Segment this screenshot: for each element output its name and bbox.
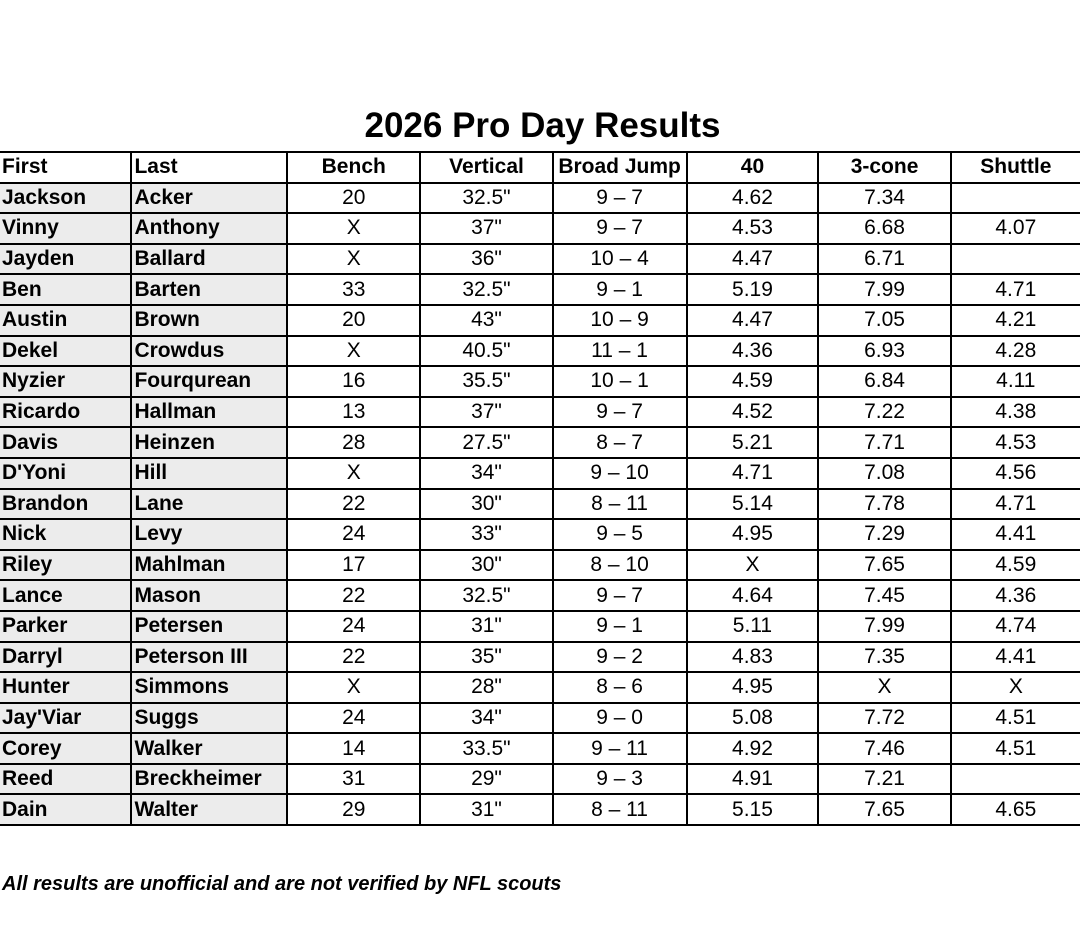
cell-three-cone: 7.29: [818, 519, 950, 550]
column-header-last: Last: [131, 152, 287, 183]
table-row: [0, 366, 1080, 397]
header-row: [0, 152, 1080, 183]
table-row: [0, 427, 1080, 458]
cell-shuttle: 4.71: [951, 489, 1080, 520]
cell-shuttle: 4.07: [951, 213, 1080, 244]
cell-forty: 4.59: [687, 366, 819, 397]
cell-forty: 4.47: [687, 244, 819, 275]
cell-first: Hunter: [0, 672, 131, 703]
cell-shuttle: X: [951, 672, 1080, 703]
cell-last: Petersen: [131, 611, 287, 642]
cell-broad-jump: 9 – 1: [553, 611, 687, 642]
cell-bench: X: [287, 458, 420, 489]
cell-broad-jump: 9 – 7: [553, 183, 687, 214]
cell-last: Mason: [131, 580, 287, 611]
cell-broad-jump: 8 – 11: [553, 489, 687, 520]
cell-forty: 5.21: [687, 427, 819, 458]
cell-last: Walker: [131, 733, 287, 764]
cell-first: Dain: [0, 794, 131, 825]
cell-broad-jump: 9 – 2: [553, 642, 687, 673]
cell-three-cone: 7.34: [818, 183, 950, 214]
table-row: [0, 489, 1080, 520]
cell-first: Vinny: [0, 213, 131, 244]
cell-vertical: 43": [420, 305, 552, 336]
cell-first: Ben: [0, 274, 131, 305]
cell-three-cone: 7.72: [818, 703, 950, 734]
cell-last: Heinzen: [131, 427, 287, 458]
cell-vertical: 36": [420, 244, 552, 275]
cell-broad-jump: 9 – 0: [553, 703, 687, 734]
cell-broad-jump: 9 – 7: [553, 580, 687, 611]
results-table: [0, 151, 1080, 826]
cell-three-cone: 6.84: [818, 366, 950, 397]
cell-shuttle: [951, 183, 1080, 214]
cell-vertical: 32.5": [420, 580, 552, 611]
cell-bench: 20: [287, 305, 420, 336]
cell-last: Peterson III: [131, 642, 287, 673]
cell-bench: 24: [287, 519, 420, 550]
cell-first: Lance: [0, 580, 131, 611]
cell-first: Brandon: [0, 489, 131, 520]
cell-forty: 4.95: [687, 519, 819, 550]
cell-last: Barten: [131, 274, 287, 305]
cell-forty: 5.19: [687, 274, 819, 305]
cell-forty: 5.15: [687, 794, 819, 825]
cell-forty: 4.52: [687, 397, 819, 428]
column-header-shuttle: Shuttle: [951, 152, 1080, 183]
cell-three-cone: 7.08: [818, 458, 950, 489]
cell-three-cone: 7.35: [818, 642, 950, 673]
cell-broad-jump: 9 – 10: [553, 458, 687, 489]
cell-forty: 4.83: [687, 642, 819, 673]
cell-forty: 4.91: [687, 764, 819, 795]
cell-three-cone: 7.22: [818, 397, 950, 428]
cell-three-cone: 7.65: [818, 794, 950, 825]
cell-broad-jump: 10 – 4: [553, 244, 687, 275]
table-row: [0, 580, 1080, 611]
cell-first: Corey: [0, 733, 131, 764]
column-header-first: First: [0, 152, 131, 183]
table-row: [0, 458, 1080, 489]
cell-first: Parker: [0, 611, 131, 642]
cell-vertical: 37": [420, 397, 552, 428]
cell-forty: 4.95: [687, 672, 819, 703]
cell-bench: X: [287, 244, 420, 275]
cell-forty: 5.08: [687, 703, 819, 734]
table-row: [0, 733, 1080, 764]
table-row: [0, 183, 1080, 214]
cell-broad-jump: 10 – 9: [553, 305, 687, 336]
cell-three-cone: 6.71: [818, 244, 950, 275]
cell-last: Anthony: [131, 213, 287, 244]
cell-shuttle: 4.56: [951, 458, 1080, 489]
cell-bench: 24: [287, 611, 420, 642]
cell-forty: 4.36: [687, 336, 819, 367]
table-row: [0, 611, 1080, 642]
cell-shuttle: [951, 764, 1080, 795]
cell-broad-jump: 8 – 7: [553, 427, 687, 458]
cell-vertical: 32.5": [420, 183, 552, 214]
cell-three-cone: 7.05: [818, 305, 950, 336]
cell-first: Riley: [0, 550, 131, 581]
column-header-broad-jump: Broad Jump: [553, 152, 687, 183]
cell-broad-jump: 9 – 1: [553, 274, 687, 305]
cell-shuttle: [951, 244, 1080, 275]
cell-first: Nyzier: [0, 366, 131, 397]
cell-last: Mahlman: [131, 550, 287, 581]
table-row: [0, 274, 1080, 305]
cell-shuttle: 4.11: [951, 366, 1080, 397]
cell-first: Dekel: [0, 336, 131, 367]
table-row: [0, 550, 1080, 581]
cell-last: Ballard: [131, 244, 287, 275]
footnote: All results are unofficial and are not verified by NFL scouts: [2, 873, 562, 895]
cell-first: Jackson: [0, 183, 131, 214]
cell-vertical: 27.5": [420, 427, 552, 458]
cell-first: Jayden: [0, 244, 131, 275]
cell-shuttle: 4.36: [951, 580, 1080, 611]
cell-bench: 13: [287, 397, 420, 428]
cell-three-cone: 7.71: [818, 427, 950, 458]
cell-first: Jay'Viar: [0, 703, 131, 734]
cell-bench: 17: [287, 550, 420, 581]
cell-forty: 4.71: [687, 458, 819, 489]
table-row: [0, 642, 1080, 673]
table-row: [0, 764, 1080, 795]
cell-vertical: 34": [420, 458, 552, 489]
cell-bench: 29: [287, 794, 420, 825]
cell-three-cone: 7.99: [818, 611, 950, 642]
cell-first: Reed: [0, 764, 131, 795]
cell-forty: 4.92: [687, 733, 819, 764]
cell-bench: 33: [287, 274, 420, 305]
cell-vertical: 34": [420, 703, 552, 734]
cell-bench: 14: [287, 733, 420, 764]
cell-broad-jump: 9 – 3: [553, 764, 687, 795]
table-row: [0, 794, 1080, 825]
cell-vertical: 40.5": [420, 336, 552, 367]
cell-broad-jump: 8 – 10: [553, 550, 687, 581]
cell-last: Brown: [131, 305, 287, 336]
cell-three-cone: 7.78: [818, 489, 950, 520]
cell-last: Fourqurean: [131, 366, 287, 397]
table-row: [0, 305, 1080, 336]
column-header-vertical: Vertical: [420, 152, 552, 183]
cell-bench: 31: [287, 764, 420, 795]
cell-last: Hallman: [131, 397, 287, 428]
cell-forty: X: [687, 550, 819, 581]
cell-last: Hill: [131, 458, 287, 489]
cell-vertical: 37": [420, 213, 552, 244]
cell-vertical: 33.5": [420, 733, 552, 764]
cell-broad-jump: 11 – 1: [553, 336, 687, 367]
cell-first: Nick: [0, 519, 131, 550]
cell-shuttle: 4.65: [951, 794, 1080, 825]
cell-forty: 5.14: [687, 489, 819, 520]
cell-bench: 28: [287, 427, 420, 458]
cell-last: Crowdus: [131, 336, 287, 367]
cell-first: Darryl: [0, 642, 131, 673]
cell-three-cone: X: [818, 672, 950, 703]
cell-last: Lane: [131, 489, 287, 520]
cell-three-cone: 7.65: [818, 550, 950, 581]
cell-vertical: 35": [420, 642, 552, 673]
cell-first: D'Yoni: [0, 458, 131, 489]
cell-broad-jump: 8 – 6: [553, 672, 687, 703]
cell-last: Acker: [131, 183, 287, 214]
column-header-forty: 40: [687, 152, 819, 183]
cell-vertical: 30": [420, 550, 552, 581]
cell-bench: X: [287, 672, 420, 703]
cell-forty: 4.47: [687, 305, 819, 336]
cell-vertical: 31": [420, 611, 552, 642]
cell-bench: 22: [287, 489, 420, 520]
table-body: [0, 183, 1080, 825]
cell-bench: 22: [287, 580, 420, 611]
cell-shuttle: 4.53: [951, 427, 1080, 458]
cell-bench: 22: [287, 642, 420, 673]
cell-broad-jump: 8 – 11: [553, 794, 687, 825]
cell-first: Austin: [0, 305, 131, 336]
cell-broad-jump: 9 – 11: [553, 733, 687, 764]
cell-shuttle: 4.21: [951, 305, 1080, 336]
cell-last: Levy: [131, 519, 287, 550]
cell-vertical: 32.5": [420, 274, 552, 305]
cell-shuttle: 4.41: [951, 642, 1080, 673]
cell-shuttle: 4.51: [951, 733, 1080, 764]
table-row: [0, 213, 1080, 244]
cell-broad-jump: 9 – 7: [553, 397, 687, 428]
cell-bench: X: [287, 213, 420, 244]
cell-broad-jump: 9 – 5: [553, 519, 687, 550]
table-row: [0, 336, 1080, 367]
cell-shuttle: 4.38: [951, 397, 1080, 428]
cell-first: Davis: [0, 427, 131, 458]
cell-shuttle: 4.51: [951, 703, 1080, 734]
cell-forty: 5.11: [687, 611, 819, 642]
column-header-bench: Bench: [287, 152, 420, 183]
cell-last: Simmons: [131, 672, 287, 703]
cell-first: Ricardo: [0, 397, 131, 428]
cell-bench: 20: [287, 183, 420, 214]
cell-vertical: 28": [420, 672, 552, 703]
cell-last: Walter: [131, 794, 287, 825]
cell-three-cone: 7.99: [818, 274, 950, 305]
cell-shuttle: 4.41: [951, 519, 1080, 550]
cell-vertical: 35.5": [420, 366, 552, 397]
cell-shuttle: 4.28: [951, 336, 1080, 367]
cell-broad-jump: 9 – 7: [553, 213, 687, 244]
table-row: [0, 703, 1080, 734]
cell-bench: X: [287, 336, 420, 367]
cell-last: Breckheimer: [131, 764, 287, 795]
cell-forty: 4.64: [687, 580, 819, 611]
cell-shuttle: 4.71: [951, 274, 1080, 305]
cell-three-cone: 6.93: [818, 336, 950, 367]
cell-last: Suggs: [131, 703, 287, 734]
cell-three-cone: 7.21: [818, 764, 950, 795]
cell-shuttle: 4.59: [951, 550, 1080, 581]
cell-vertical: 31": [420, 794, 552, 825]
table-row: [0, 672, 1080, 703]
cell-bench: 16: [287, 366, 420, 397]
table-row: [0, 397, 1080, 428]
cell-vertical: 30": [420, 489, 552, 520]
table-row: [0, 519, 1080, 550]
cell-vertical: 33": [420, 519, 552, 550]
cell-broad-jump: 10 – 1: [553, 366, 687, 397]
cell-three-cone: 7.46: [818, 733, 950, 764]
cell-three-cone: 7.45: [818, 580, 950, 611]
cell-three-cone: 6.68: [818, 213, 950, 244]
cell-forty: 4.62: [687, 183, 819, 214]
cell-shuttle: 4.74: [951, 611, 1080, 642]
page-title: 2026 Pro Day Results: [364, 106, 721, 145]
table-row: [0, 244, 1080, 275]
cell-vertical: 29": [420, 764, 552, 795]
cell-bench: 24: [287, 703, 420, 734]
cell-forty: 4.53: [687, 213, 819, 244]
column-header-three-cone: 3-cone: [818, 152, 950, 183]
